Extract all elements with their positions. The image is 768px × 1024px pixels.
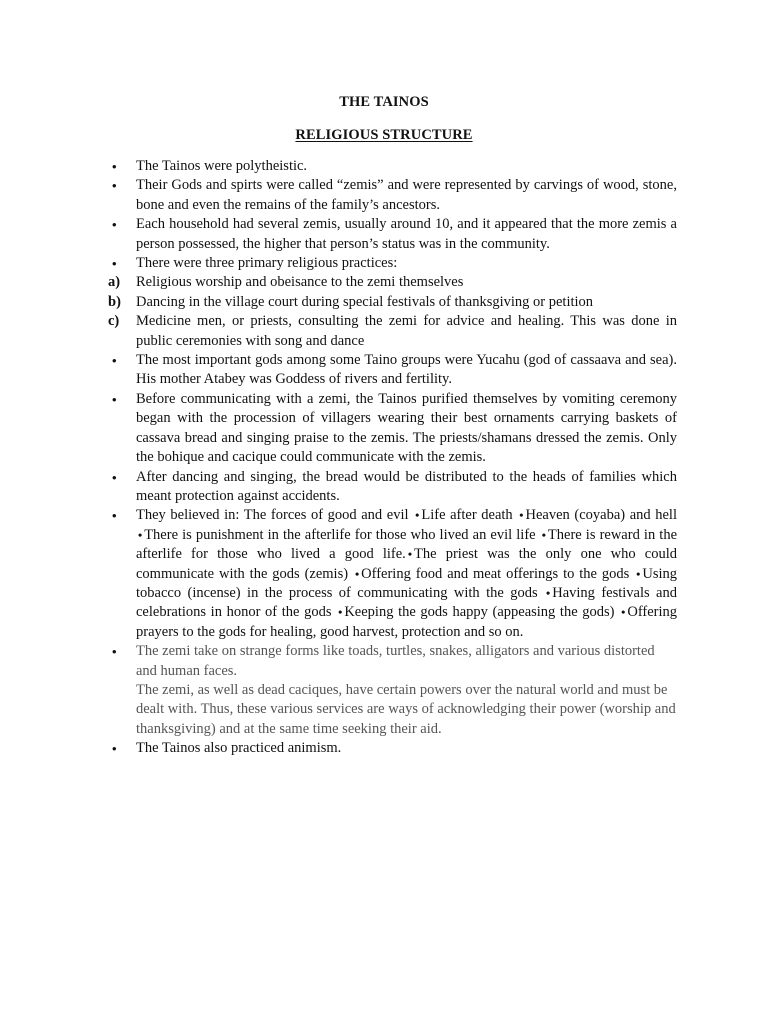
list-item-text: The Tainos also practiced animism. [136, 740, 342, 757]
inline-bullet: • [541, 527, 546, 542]
list-item-text: There were three primary religious practices: [136, 255, 398, 272]
belief-item: The priest was the only one who could communicate with the gods (zemis) [136, 546, 678, 582]
list-item-text: The Tainos were polytheistic. [136, 158, 308, 174]
beliefs-lead: They believed in: The forces of good and evil [136, 507, 409, 524]
list-item [0, 254, 677, 273]
list-item-text: Each household had several zemis, usually around 10, and it appeared that the more zemis a person possessed, the higher that person’s status was in the community. [136, 216, 677, 252]
list-item [0, 468, 677, 507]
list-item [0, 739, 677, 758]
belief-item: Using tobacco (incense) in the process of communicating with the gods [136, 565, 678, 601]
inline-bullet: • [415, 508, 420, 523]
inline-bullet: • [621, 605, 626, 620]
belief-item: Offering prayers to the gods for healing, good harvest, protection and so on. [136, 604, 678, 640]
content-list [0, 157, 768, 759]
belief-item: Life after death [421, 507, 513, 524]
belief-item: Keeping the gods happy (appeasing the gods) [344, 604, 615, 621]
list-item-text: The zemi take on strange forms like toads, turtles, snakes, alligators and various distorted and human faces. [136, 643, 655, 679]
list-item [0, 390, 677, 468]
letter-marker: c) [108, 313, 120, 330]
bullet-marker: • [112, 469, 117, 485]
list-item-text: Before communicating with a zemi, the Tainos purified themselves by vomiting ceremony began with the procession of villagers wearing their best ornaments carrying baskets of cassava bread and singing praise to the zemis. The priests/shamans dressed the zemis. Only the bohique and cacique could communicate with the zemis. [136, 390, 677, 466]
bullet-marker: • [112, 644, 117, 660]
belief-item: There is reward in the afterlife for those who lived a good life. [136, 526, 678, 563]
belief-item: Offering food and meat offerings to the gods [361, 565, 630, 582]
inline-bullet: • [546, 585, 551, 600]
list-item-text: Medicine men, or priests, consulting the zemi for advice and healing. This was done in public ceremonies with song and dance [136, 313, 677, 349]
inline-bullet: • [354, 566, 360, 581]
inline-bullet: • [407, 547, 413, 562]
inline-bullet: • [519, 508, 524, 523]
list-item [0, 215, 677, 254]
bullet-marker: • [112, 391, 117, 407]
inline-bullet: • [338, 605, 343, 620]
list-item [0, 642, 677, 739]
list-item-text: After dancing and singing, the bread would be distributed to the heads of families which meant protection against accidents. [136, 468, 677, 504]
list-item-text: Religious worship and obeisance to the zemi themselves [136, 274, 464, 291]
list-item [0, 157, 677, 176]
bullet-marker: • [112, 353, 117, 369]
letter-marker: a) [108, 274, 121, 291]
belief-item: There is punishment in the afterlife for those who lived an evil life [144, 526, 536, 543]
bullet-marker: • [112, 256, 117, 272]
list-item [0, 273, 677, 292]
beliefs-text [136, 506, 677, 642]
bullet-marker: • [112, 217, 117, 233]
bullet-marker: • [112, 159, 117, 174]
belief-item: Having festivals and celebrations in honor of the gods [136, 584, 677, 621]
list-item-text: Dancing in the village court during special festivals of thanksgiving or petition [136, 293, 594, 310]
list-item [0, 351, 677, 390]
letter-marker: b) [108, 293, 121, 310]
list-item [0, 293, 677, 312]
bullet-marker: • [112, 741, 117, 757]
list-item [0, 312, 677, 351]
document-title: THE TAINOS [339, 94, 429, 110]
list-item-text: Their Gods and spirts were called “zemis” and were represented by carvings of wood, stone, bone and even the remains of the family’s ancestors. [136, 177, 677, 213]
section-heading: RELIGIOUS STRUCTURE [295, 127, 473, 143]
bullet-marker: • [112, 178, 117, 194]
list-item-text: The zemi, as well as dead caciques, have certain powers over the natural world and must be dealt with. Thus, these various services are ways of acknowledging their power (worship and thanksgiving) and at the same time seeking their aid. [136, 681, 676, 737]
inline-bullet: • [138, 527, 143, 542]
list-item-text: The most important gods among some Taino groups were Yucahu (god of cassaava and sea). His mother Atabey was Goddess of rivers and fertility. [136, 352, 677, 388]
beliefs-item [0, 506, 677, 642]
inline-bullet: • [636, 566, 641, 581]
belief-item: Heaven (coyaba) and hell [525, 507, 677, 524]
bullet-marker: • [112, 508, 117, 524]
list-item [0, 176, 677, 215]
